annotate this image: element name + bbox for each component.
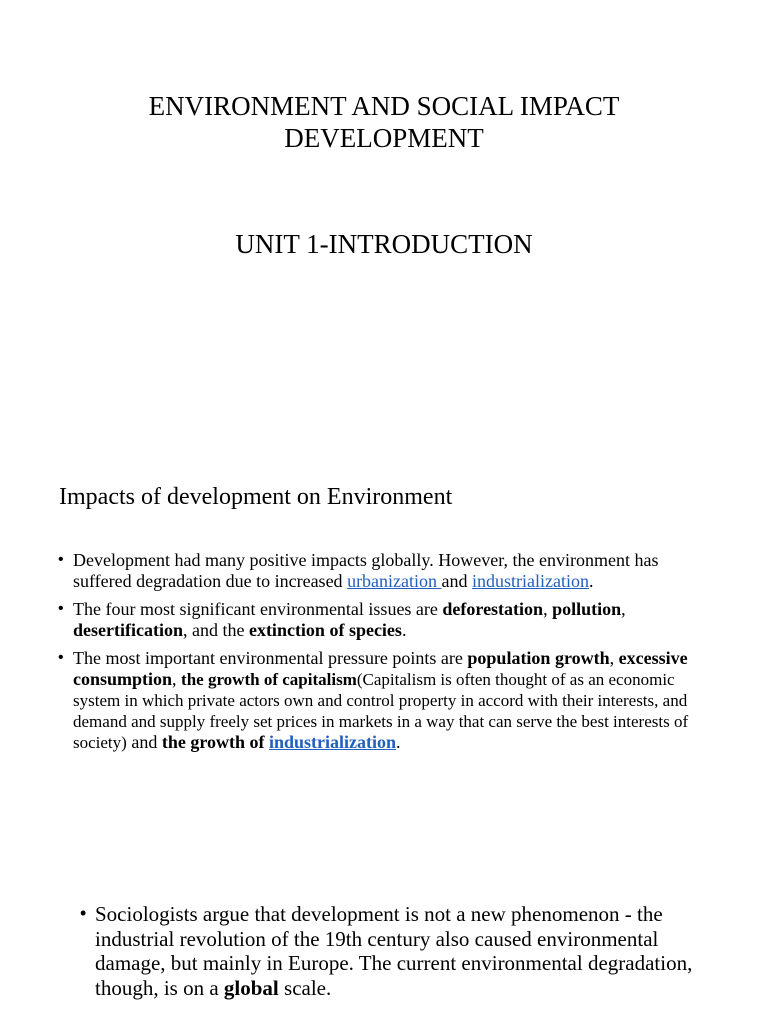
socio-text-a: Sociologists argue that development is not a new phenomenon - the industrial revolution of the 19th century also caused environmental damage, but mainly in Europe. The current environmental degradation, though, is on a [95,902,693,1000]
bullet2-text-a: The four most significant environmental issues are [73,599,443,619]
bullet2-text-b: , and the [182,620,249,640]
bullet2-bold-deforestation: deforestation [442,599,544,619]
bullet2-sep-2: , [621,599,626,619]
bullet2-bold-extinction: extinction of species [248,620,402,640]
bullet3-text-b: and [126,732,162,752]
bullet-item-1 [58,550,718,592]
bullet1-text-c: . [589,571,594,591]
industrialization-link[interactable]: industrialization [472,571,590,591]
bullet1-text-b: and [441,571,473,591]
title-line-2: DEVELOPMENT [284,123,484,153]
bullet2-sep-1: , [543,599,553,619]
socio-bold-global: global [223,975,279,1000]
unit-subtitle: UNIT 1-INTRODUCTION [235,229,533,259]
bullet3-text-c: . [396,732,401,752]
sociologists-bullet [80,902,720,1000]
impacts-bullet-list [58,550,718,760]
presentation-title [0,90,768,154]
bullet3-bold-consumption: excessive consumption [73,648,688,689]
bullet3-sep-1: , [609,648,619,668]
bullet2-bold-pollution: pollution [552,599,622,619]
urbanization-link[interactable]: urbanization [347,571,442,591]
sociologists-slide [0,880,768,1024]
industrialization-link-bold[interactable]: industrialization [268,732,397,752]
bullet3-bold-population: population growth [467,648,610,668]
impacts-slide [0,440,768,840]
bullet3-bold-capitalism: the growth of capitalism [181,670,357,689]
bullet3-text-a: The most important environmental pressure points are [73,648,468,668]
title-line-1: ENVIRONMENT AND SOCIAL IMPACT [148,91,620,121]
bullet2-bold-desertification: desertification [73,620,183,640]
bullet-item-2 [58,599,718,641]
bullet3-parenthetical: (Capitalism is often thought of as an economic system in which private actors own and control property in accord with their interests, and demand and supply freely set prices in markets in a way that can serve the best interests of society) [73,670,689,752]
bullet1-text-a: Development had many positive impacts globally. However, the environment has suffered degradation due to increased [73,550,659,591]
socio-text-b: scale. [278,975,332,1000]
bullet3-sep-2: , [172,669,182,689]
bullet2-text-c: . [401,620,407,640]
bullet3-bold-growth-of: the growth of [161,732,269,752]
bullet-item-3 [58,648,718,753]
slide-heading: Impacts of development on Environment [59,484,453,510]
title-slide [0,0,768,440]
sociologists-bullet-list [80,902,720,1000]
